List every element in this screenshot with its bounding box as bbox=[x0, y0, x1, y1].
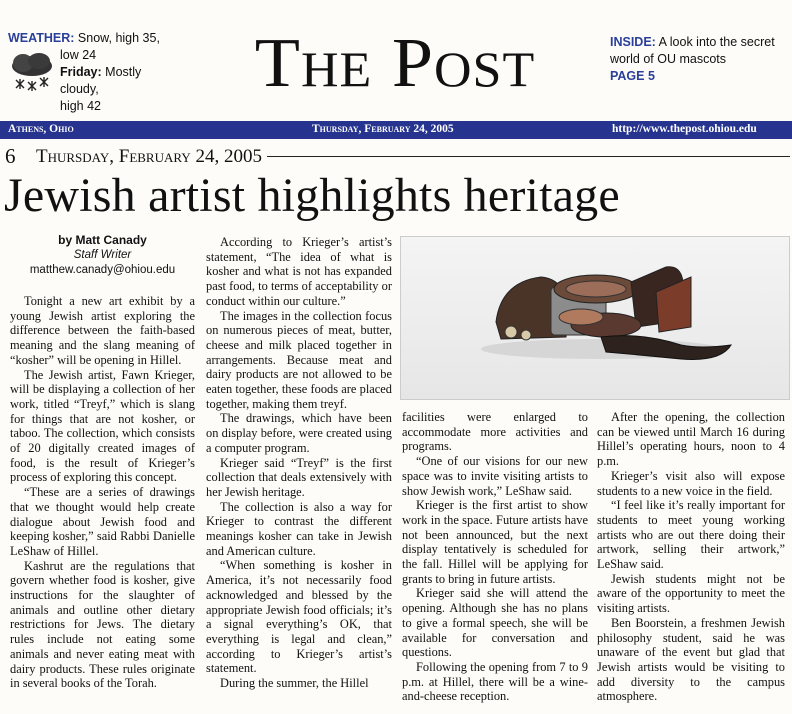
column-4-paragraph: Krieger’s visit also will expose students to a new voice in the field. bbox=[597, 468, 785, 498]
snow-cloud-icon bbox=[8, 52, 56, 94]
column-2-paragraph: According to Krieger’s artist’s statement, “The idea of what is kosher and what is not has expanded past food, to terms of acceptability or conduct within our culture.” bbox=[206, 235, 392, 308]
column-2-paragraph: During the summer, the Hillel bbox=[220, 676, 369, 691]
inside-page: PAGE 5 bbox=[610, 69, 655, 83]
column-3 bbox=[402, 410, 588, 704]
weather-friday-label: Friday: bbox=[60, 65, 102, 79]
column-3-paragraph: Krieger said she will attend the opening. Although she has no plans to give a formal speech, she will be available for conversation and questions. bbox=[402, 586, 588, 660]
byline-email: matthew.canady@ohiou.edu bbox=[29, 264, 176, 276]
bar-city: Athens, Ohio bbox=[8, 123, 74, 135]
column-4 bbox=[597, 410, 785, 704]
column-3-paragraph: “One of our visions for our new space was to invite visiting artists to show Jewish work,” LeShaw said. bbox=[402, 454, 588, 498]
artwork-illustration bbox=[401, 237, 789, 399]
masthead-post: Post bbox=[391, 24, 536, 102]
column-4-paragraph: Ben Boorstein, a freshmen Jewish philosophy student, said he was unaware of the event but glad that Jewish artists would be visiting to add diversity to the campus atmosphere. bbox=[597, 615, 785, 704]
column-3-paragraph: facilities were enlarged to accommodate more activities and programs. bbox=[402, 410, 588, 454]
inside-box bbox=[610, 34, 788, 85]
column-2-paragraph: The collection is also a way for Krieger to contrast the different meanings kosher can take in Jewish and American culture. bbox=[206, 499, 392, 558]
column-3-paragraph: Krieger is the first artist to show work in the space. Future artists have not been announced, but the next display tentatively is scheduled for the fall. Hillel will be applying for grants to bring in future artists. bbox=[402, 498, 588, 586]
artwork-photo bbox=[400, 236, 790, 400]
inside-label: INSIDE: bbox=[610, 35, 656, 49]
column-1 bbox=[10, 294, 195, 691]
headline: Jewish artist highlights heritage bbox=[4, 169, 620, 222]
weather-line-3: Mostly cloudy, bbox=[60, 65, 142, 96]
column-1-paragraph: Kashrut are the regulations that govern whether food is kosher, give instructions for the slaughter of animals and outline other dietary restrictions for Jews. The dietary rules include not eating some animals and never eating meat with dairy products. These rules originate in several books of the Torah. bbox=[10, 558, 195, 691]
byline bbox=[10, 233, 195, 278]
page-date: Thursday, February 24, 2005 bbox=[31, 146, 267, 168]
page-number: 6 bbox=[5, 144, 16, 168]
weather-label: WEATHER: bbox=[8, 31, 75, 45]
column-4-paragraph: “I feel like it’s really important for students to meet young working artists who are out there doing their artwork, selling their artwork,” LeShaw said. bbox=[597, 498, 785, 572]
weather-line-2: low 24 bbox=[60, 48, 97, 62]
column-2 bbox=[206, 235, 392, 691]
masthead-the: The bbox=[254, 24, 373, 102]
page-line bbox=[5, 145, 790, 167]
column-1-paragraph: The Jewish artist, Fawn Krieger, will be displaying a collection of her work, titled “Treyf,” which is slang for things that are not kosher, or taboo. The collection, which consists of 20 digitally created images of food, is the result of Krieger’s process of exploring this concept. bbox=[10, 367, 195, 485]
byline-author: by Matt Canady bbox=[58, 233, 147, 247]
column-3-paragraph: Following the opening from 7 to 9 p.m. at Hillel, there will be a wine-and-cheese reception. bbox=[402, 659, 588, 704]
column-4-paragraph: Jewish students might not be aware of the opportunity to meet the visiting artists. bbox=[597, 571, 785, 616]
weather-line-4: high 42 bbox=[60, 99, 102, 113]
byline-role: Staff Writer bbox=[73, 249, 132, 261]
column-2-paragraph: “When something is kosher in America, it’s not necessarily food acknowledged and blessed by the appropriate Jewish food officials; it’s a signal everything’s OK, that everything is legal and clean,” according to Krieger’s artist’s statement. bbox=[206, 558, 392, 676]
inside-text: A look into the secret world of OU mascots bbox=[610, 35, 775, 66]
column-4-paragraph: After the opening, the collection can be viewed until March 16 during Hillel’s operating hours, noon to 4 p.m. bbox=[597, 410, 785, 469]
bar-url: http://www.thepost.ohiou.edu bbox=[612, 123, 757, 135]
bar-date: Thursday, February 24, 2005 bbox=[312, 123, 454, 135]
column-1-paragraph: “These are a series of drawings that we thought would help create dialogue about Jewish food and keeping kosher,” said Rabbi Danielle LeShaw of Hillel. bbox=[10, 485, 195, 558]
column-2-paragraph: Krieger said “Treyf” is the first collection that deals extensively with her Jewish heritage. bbox=[206, 455, 392, 499]
column-1-paragraph: Tonight a new art exhibit by a young Jewish artist exploring the difference between the faith-based meaning and the slang meaning of “kosher” will be opening in Hillel. bbox=[10, 294, 195, 367]
column-2-paragraph: The drawings, which have been on display before, were created using a computer program. bbox=[206, 411, 392, 455]
masthead-bar bbox=[0, 121, 792, 139]
masthead bbox=[210, 7, 580, 119]
column-2-paragraph: The images in the collection focus on numerous pieces of meat, butter, cheese and milk placed together in arrangements. Because meat and dairy products are not allowed to be eaten together, these foods are placed together, making them treyf. bbox=[206, 308, 392, 411]
weather-line-1: Snow, high 35, bbox=[77, 31, 160, 45]
